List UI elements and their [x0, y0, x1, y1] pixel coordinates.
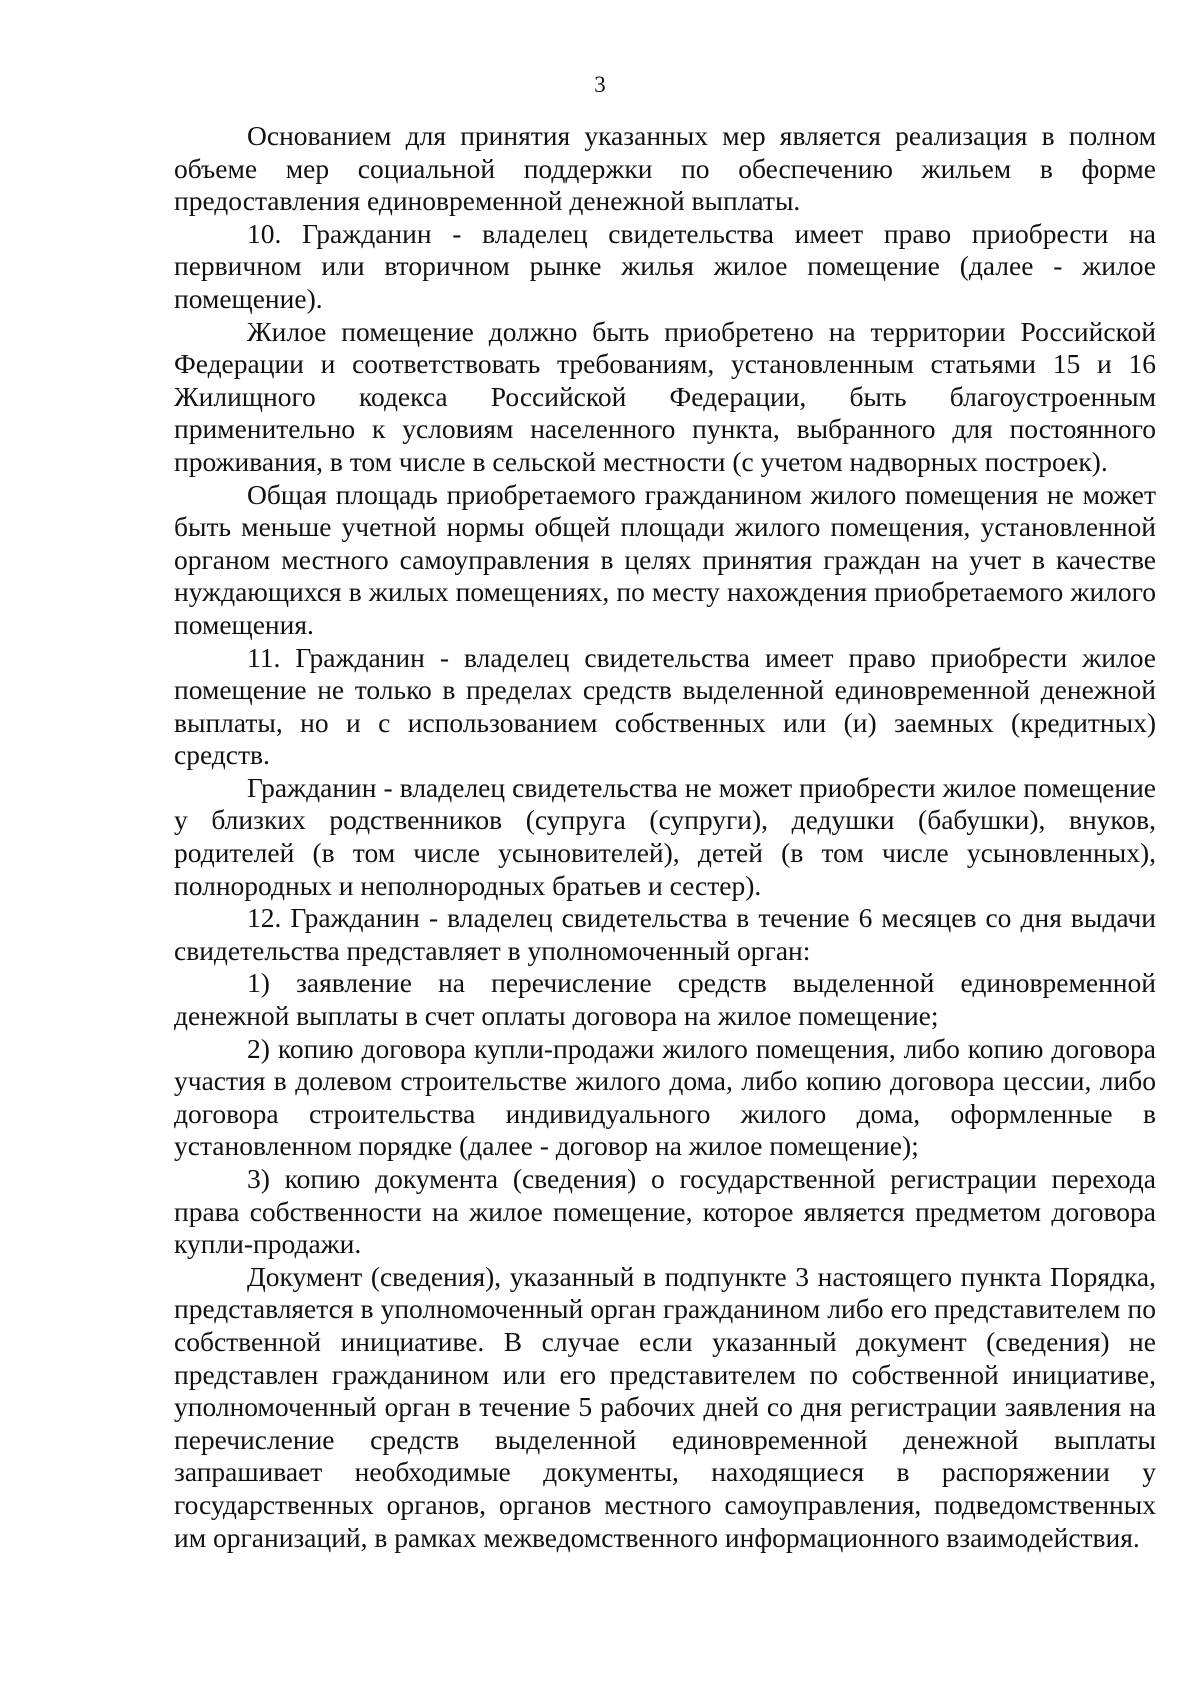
paragraph-relatives-restriction: Гражданин - владелец свидетельства не может приобрести жилое помещение у близких родственников (супруга (супруги), дедушки (бабушки), внуков, родителей (в том числе усыновителей), детей (в том числе усыновленных), полнородных и неполнородных братьев и сестер). [174, 771, 1156, 901]
paragraph-subitem-1: 1) заявление на перечисление средств выделенной единовременной денежной выплаты в счет оплаты договора на жилое помещение; [174, 967, 1156, 1032]
paragraph-subitem-3: 3) копию документа (сведения) о государственной регистрации перехода права собственности на жилое помещение, которое является предметом договора купли-продажи. [174, 1163, 1156, 1260]
page-number: 3 [594, 72, 606, 97]
paragraph-item-10: 10. Гражданин - владелец свидетельства имеет право приобрести на первичном или вторичном рынке жилья жилое помещение (далее - жилое помещение). [174, 217, 1156, 314]
paragraph-document-request: Документ (сведения), указанный в подпункте 3 настоящего пункта Порядка, представляется в уполномоченный орган гражданином либо его представителем по собственной инициативе. В случае если указанный документ (сведения) не представлен гражданином или его представителем по собственной инициативе, уполномоченный орган в течение 5 рабочих дней со дня регистрации заявления на перечисление средств выделенной единовременной денежной выплаты запрашивает необходимые документы, находящиеся в распоряжении у государственных органов, органов местного самоуправления, подведомственных им организаций, в рамках межведомственного информационного взаимодействия. [174, 1260, 1156, 1553]
paragraph-basis: Основанием для принятия указанных мер является реализация в полном объеме мер социальной поддержки по обеспечению жильем в форме предоставления единовременной денежной выплаты. [174, 120, 1156, 217]
paragraph-housing-requirements: Жилое помещение должно быть приобретено на территории Российской Федерации и соответствовать требованиям, установленным статьями 15 и 16 Жилищного кодекса Российской Федерации, быть благоустроенным применительно к условиям населенного пункта, выбранного для постоянного проживания, в том числе в сельской местности (с учетом надворных построек). [174, 315, 1156, 477]
paragraph-total-area: Общая площадь приобретаемого гражданином жилого помещения не может быть меньше учетной нормы общей площади жилого помещения, установленной органом местного самоуправления в целях принятия граждан на учет в качестве нуждающихся в жилых помещениях, по месту нахождения приобретаемого жилого помещения. [174, 478, 1156, 640]
paragraph-item-12: 12. Гражданин - владелец свидетельства в течение 6 месяцев со дня выдачи свидетельства представляет в уполномоченный орган: [174, 902, 1156, 966]
paragraph-item-11: 11. Гражданин - владелец свидетельства имеет право приобрести жилое помещение не только в пределах средств выделенной единовременной денежной выплаты, но и с использованием собственных или (и) заемных (кредитных) средств. [174, 641, 1156, 771]
document-body [174, 120, 1156, 1554]
paragraph-subitem-2: 2) копию договора купли-продажи жилого помещения, либо копию договора участия в долевом строительстве жилого дома, либо копию договора цессии, либо договора строительства индивидуального жилого дома, оформленные в установленном порядке (далее - договор на жилое помещение); [174, 1032, 1156, 1162]
